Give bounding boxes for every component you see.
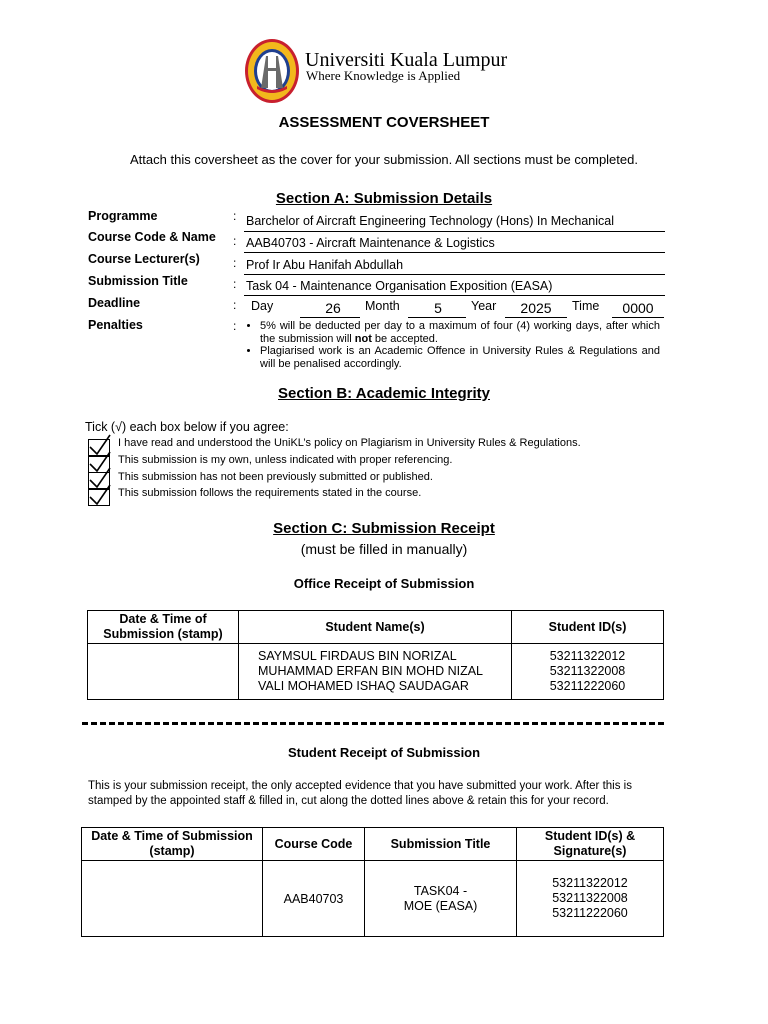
deadline-time-value: 0000 [622, 300, 654, 316]
penalty-item: • 5% will be deducted per day to a maximum of four (4) working days, after which the submission will not be accepted. [260, 320, 660, 345]
field-underline [244, 274, 665, 275]
section-b-heading: Section B: Academic Integrity [278, 385, 490, 402]
colon: : [233, 256, 237, 270]
checkmark-icon [87, 482, 113, 508]
field-underline [244, 295, 665, 296]
tick-instruction: Tick (√) each box below if you agree: [85, 420, 289, 434]
deadline-day-label: Day [251, 299, 274, 313]
university-tagline: Where Knowledge is Applied [306, 68, 461, 83]
cut-line [82, 722, 664, 725]
col-course-code: Course Code [263, 828, 365, 861]
student-id: 53211322012 [552, 876, 628, 890]
deadline-month-label: Month [365, 299, 400, 313]
office-receipt-heading: Office Receipt of Submission [293, 576, 475, 591]
course-label: Course Code & Name [88, 230, 216, 244]
unikl-crest-icon [244, 38, 300, 104]
table-header-row [82, 828, 664, 861]
student-id: 53211322012 [549, 649, 626, 663]
section-c-subtitle: (must be filled in manually) [300, 541, 468, 557]
colon: : [233, 298, 237, 312]
deadline-day-value: 26 [325, 300, 341, 316]
deadline-year-label: Year [471, 299, 497, 313]
deadline-label: Deadline [88, 296, 141, 310]
submission-title-cell [365, 861, 517, 937]
field-underline [244, 231, 665, 232]
col-student-ids: Student ID(s) [512, 611, 664, 644]
field-underline [244, 252, 665, 253]
section-c-heading: Section C: Submission Receipt [273, 520, 495, 537]
instruction-text: Attach this coversheet as the cover for your submission. All sections must be completed. [130, 152, 638, 167]
student-id: 53211322008 [549, 664, 626, 678]
deadline-time-label: Time [572, 299, 600, 313]
penalty-item: • Plagiarised work is an Academic Offence in University Rules & Regulations and will be penalised accordingly. [260, 345, 660, 370]
agreement-checkbox[interactable] [88, 489, 110, 506]
deadline-time-underline [612, 317, 664, 318]
agreement-text: This submission is my own, unless indicated with proper referencing. [118, 454, 453, 466]
university-name: Universiti Kuala Lumpur [305, 49, 508, 71]
student-receipt-table [81, 827, 664, 937]
student-name: SAYMSUL FIRDAUS BIN NORIZAL [258, 649, 457, 663]
student-id: 53211222060 [549, 679, 626, 693]
student-id: 53211322008 [552, 891, 628, 905]
submission-title-line: MOE (EASA) [403, 898, 478, 913]
submission-title-label: Submission Title [88, 274, 188, 288]
student-receipt-heading: Student Receipt of Submission [287, 745, 481, 760]
table-row [88, 644, 664, 700]
deadline-year-value: 2025 [520, 300, 552, 316]
programme-label: Programme [88, 209, 158, 223]
lecturer-value: Prof Ir Abu Hanifah Abdullah [246, 258, 404, 272]
office-receipt-table [87, 610, 664, 700]
document-title: ASSESSMENT COVERSHEET [278, 114, 490, 131]
date-stamp-cell [88, 644, 239, 700]
col-student-names: Student Name(s) [239, 611, 512, 644]
penalties-label: Penalties [88, 318, 143, 332]
student-ids-cell [512, 644, 664, 700]
colon: : [233, 319, 237, 333]
col-date-time: Date & Time of Submission (stamp) [88, 611, 239, 644]
deadline-month-value: 5 [434, 300, 442, 316]
col-student-ids-signatures: Student ID(s) & Signature(s) [517, 828, 664, 861]
penalties-list [248, 320, 660, 370]
student-name: MUHAMMAD ERFAN BIN MOHD NIZAL [258, 664, 484, 678]
lecturer-label: Course Lecturer(s) [88, 252, 200, 266]
submission-title-value: Task 04 - Maintenance Organisation Exposition (EASA) [246, 279, 553, 293]
section-a-heading: Section A: Submission Details [275, 190, 493, 207]
agreement-text: This submission follows the requirements stated in the course. [118, 487, 422, 499]
course-code-cell: AAB40703 [263, 861, 365, 937]
student-ids-cell [517, 861, 664, 937]
colon: : [233, 277, 237, 291]
deadline-year-underline [505, 317, 567, 318]
colon: : [233, 209, 237, 223]
agreement-text: This submission has not been previously submitted or published. [118, 471, 433, 483]
colon: : [233, 234, 237, 248]
receipt-note: This is your submission receipt, the only accepted evidence that you have submitted your work. After this is stamped by the appointed staff & filled in, cut along the dotted lines above & retain this for your record. [88, 780, 632, 807]
course-value: AAB40703 - Aircraft Maintenance & Logistics [246, 236, 495, 250]
submission-title-line: TASK04 - [413, 883, 468, 898]
deadline-day-underline [300, 317, 360, 318]
deadline-month-underline [408, 317, 466, 318]
table-header-row [88, 611, 664, 644]
agreement-text: I have read and understood the UniKL’s policy on Plagiarism in University Rules & Regulations. [118, 437, 581, 449]
student-name: VALI MOHAMED ISHAQ SAUDAGAR [258, 679, 469, 693]
programme-value: Barchelor of Aircraft Engineering Technology (Hons) In Mechanical [246, 214, 615, 228]
student-names-cell [239, 644, 512, 700]
table-row [82, 861, 664, 937]
col-submission-title: Submission Title [365, 828, 517, 861]
student-id: 53211222060 [552, 906, 628, 920]
col-date-time: Date & Time of Submission (stamp) [82, 828, 263, 861]
date-stamp-cell [82, 861, 263, 937]
